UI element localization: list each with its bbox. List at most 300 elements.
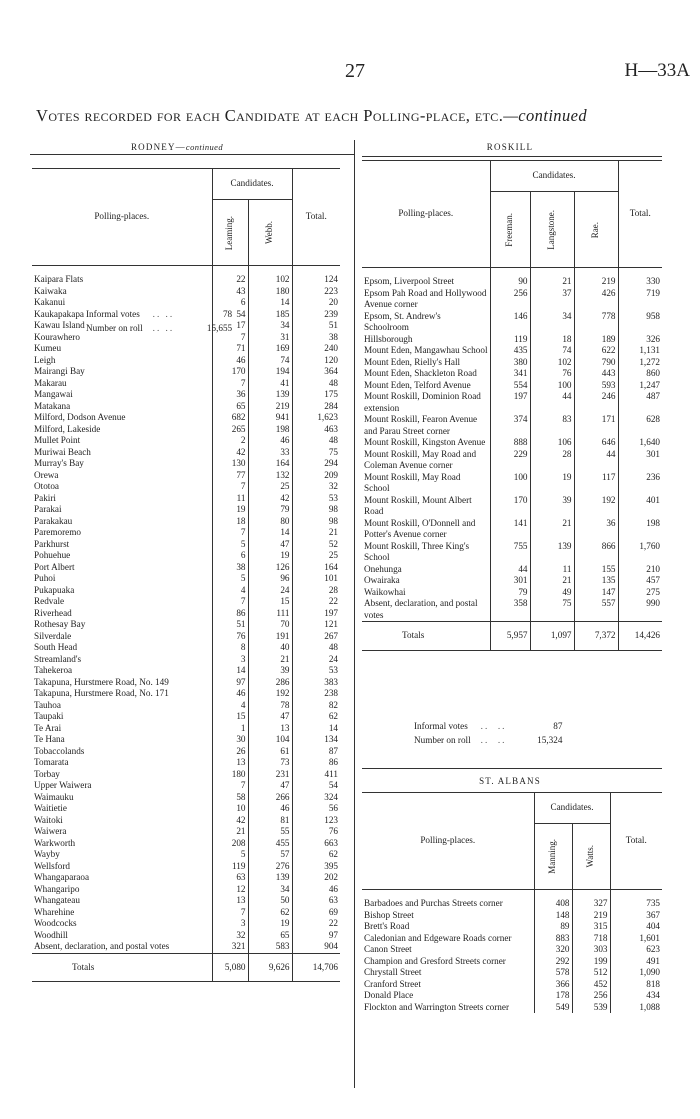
rodney-row [32,266,340,286]
roskill-table [362,160,662,651]
roskill-votes: 100 [490,472,530,495]
rodney-votes: 180 [248,286,292,298]
dot-leader: .. .. [480,721,507,731]
rodney-cand-webb: Webb. [264,221,275,245]
rodney-place: Takapuna, Hurstmere Road, No. 149 [34,676,169,687]
rodney-informal-label: Informal votes [86,309,140,319]
rodney-total: 123 [292,815,340,827]
roskill-votes: 170 [490,495,530,518]
rodney-totals-c2: 9,626 [248,953,292,982]
rodney-total: 69 [292,907,340,919]
rodney-votes: 8 [212,642,248,654]
rodney-place: Woodhill [34,929,68,940]
rodney-votes: 74 [248,355,292,367]
rodney-votes: 34 [248,320,292,332]
rodney-total: 383 [292,677,340,689]
rodney-row [32,642,340,654]
rodney-total: 82 [292,700,340,712]
stalbans-votes: 366 [534,979,572,991]
roskill-votes: 21 [530,268,574,288]
roskill-row [362,357,662,369]
rodney-votes: 132 [248,470,292,482]
stalbans-votes: 199 [572,956,610,968]
roskill-total: 487 [618,391,662,414]
stalbans-total: 623 [610,944,662,956]
rodney-votes: 42 [212,815,248,827]
rodney-row [32,401,340,413]
rodney-row [32,677,340,689]
rodney-place: Pakiri [34,492,56,503]
rodney-row [32,608,340,620]
rodney-votes: 139 [248,389,292,401]
roskill-total: 401 [618,495,662,518]
roskill-roll-label: Number on roll [414,735,471,746]
roskill-total: 860 [618,368,662,380]
rodney-place: Paremoremo [34,527,81,537]
roskill-total: 958 [618,311,662,334]
roskill-total: 1,272 [618,357,662,369]
rodney-row [32,550,340,562]
rodney-votes: 7 [212,378,248,390]
stalbans-votes: 327 [572,890,610,910]
stalbans-col-polling: Polling-places. [362,793,534,890]
roskill-votes: 79 [490,587,530,599]
stalbans-votes: 539 [572,1002,610,1014]
rodney-votes: 102 [248,266,292,286]
rodney-total: 46 [292,884,340,896]
rodney-place: Upper Waiwera [34,780,92,790]
rodney-row [32,343,340,355]
rodney-row [32,723,340,735]
roskill-totals-c1: 5,957 [490,622,530,651]
rodney-place: Torbay [34,768,60,779]
roskill-votes: 256 [490,288,530,311]
roskill-votes: 39 [530,495,574,518]
rodney-place: Kaiwaka [34,285,67,296]
rodney-place: Whangaparaoa [34,872,90,882]
rodney-place: Kawau Island [34,320,85,330]
roskill-votes: 358 [490,598,530,622]
roskill-row [362,575,662,587]
rodney-place: Waimauku [34,791,74,802]
rodney-votes: 194 [248,366,292,378]
roskill-place: Owairaka [364,575,400,585]
roskill-votes: 18 [530,334,574,346]
rodney-votes: 46 [248,803,292,815]
rodney-place: South Head [34,642,78,652]
rodney-total: 22 [292,918,340,930]
rodney-total: 1,623 [292,412,340,424]
rodney-votes: 26 [212,746,248,758]
roskill-row [362,541,662,564]
stalbans-total: 404 [610,921,662,933]
roskill-cand-freeman: Freeman. [504,212,515,247]
rodney-row [32,596,340,608]
rodney-total: 63 [292,895,340,907]
rodney-votes: 164 [248,458,292,470]
roskill-total: 1,640 [618,437,662,449]
roskill-col-total: Total. [618,161,662,268]
rodney-votes: 7 [212,527,248,539]
page-title [36,106,587,126]
roskill-votes: 197 [490,391,530,414]
rodney-votes: 4 [212,585,248,597]
rodney-place: Wellsford [34,860,70,871]
rodney-votes: 276 [248,861,292,873]
stalbans-votes: 408 [534,890,572,910]
roskill-row [362,587,662,599]
rodney-votes: 10 [212,803,248,815]
rodney-row [32,930,340,942]
roskill-votes: 75 [530,598,574,622]
rodney-votes: 6 [212,550,248,562]
stalbans-col-candidates: Candidates. [534,793,610,824]
roskill-row [362,449,662,472]
rodney-total: 463 [292,424,340,436]
rodney-row [32,585,340,597]
roskill-votes: 44 [530,391,574,414]
rodney-row [32,700,340,712]
rodney-place: Pohuehue [34,550,71,560]
rodney-total: 28 [292,585,340,597]
roskill-top-rule [362,156,662,157]
rodney-votes: 73 [248,757,292,769]
roskill-place: Mount Roskill, Dominion Road extension [364,391,481,413]
roskill-votes: 554 [490,380,530,392]
rodney-row [32,746,340,758]
rodney-total: 24 [292,654,340,666]
rodney-place: Taupaki [34,711,64,721]
rodney-row [32,895,340,907]
roskill-row [362,598,662,622]
roskill-votes: 622 [574,345,618,357]
roskill-place: Mount Eden, Mangawhau School [364,345,488,355]
roskill-cand-rae: Rae. [590,221,601,238]
roskill-votes: 21 [530,518,574,541]
rodney-votes: 46 [212,355,248,367]
roskill-total: 198 [618,518,662,541]
rodney-place: Kakanui [34,297,66,307]
rodney-votes: 38 [212,562,248,574]
rodney-footer [80,306,238,337]
roskill-votes: 76 [530,368,574,380]
rodney-total: 101 [292,573,340,585]
rodney-row [32,734,340,746]
rodney-total: 98 [292,504,340,516]
roskill-votes: 426 [574,288,618,311]
rodney-place: Takapuna, Hurstmere Road, No. 171 [34,688,169,698]
rodney-roll-value: 15,655 [206,323,233,334]
rodney-votes: 65 [248,930,292,942]
rodney-total: 86 [292,757,340,769]
roskill-totals-label: Totals [362,622,490,651]
rodney-row [32,918,340,930]
roskill-votes: 341 [490,368,530,380]
rodney-place: Tahekeroa [34,665,73,675]
stalbans-votes: 292 [534,956,572,968]
rodney-votes: 15 [248,596,292,608]
stalbans-votes: 148 [534,910,572,922]
stalbans-votes: 178 [534,990,572,1002]
rodney-total: 239 [292,309,340,321]
roskill-place: Absent, declaration, and postal votes [364,598,478,620]
rodney-place: Waiwera [34,826,67,836]
roskill-votes: 106 [530,437,574,449]
roskill-votes: 11 [530,564,574,576]
roskill-votes: 778 [574,311,618,334]
roskill-row [362,368,662,380]
rodney-votes: 5 [212,573,248,585]
rodney-votes: 15 [212,711,248,723]
roskill-votes: 171 [574,414,618,437]
rodney-place: Wayby [34,849,60,859]
rodney-heading [0,142,354,152]
rodney-votes: 97 [212,677,248,689]
rodney-row [32,447,340,459]
rodney-row [32,412,340,424]
rodney-total: 48 [292,435,340,447]
rodney-heading-label: RODNEY— [130,142,186,152]
report-code: H—33A [624,60,690,81]
rodney-votes: 7 [212,780,248,792]
rodney-votes: 17 [212,320,248,332]
rodney-votes: 81 [248,815,292,827]
roskill-votes: 380 [490,357,530,369]
rodney-total: 75 [292,447,340,459]
rodney-votes: 111 [248,608,292,620]
rodney-place: Riverhead [34,607,72,618]
rodney-votes: 46 [212,688,248,700]
rodney-total: 324 [292,792,340,804]
rodney-row [32,573,340,585]
rodney-votes: 41 [248,378,292,390]
rodney-row [32,769,340,781]
rodney-total: 223 [292,286,340,298]
rodney-total: 76 [292,826,340,838]
stalbans-table [362,792,662,1013]
stalbans-row [362,910,662,922]
stalbans-votes: 303 [572,944,610,956]
stalbans-votes: 89 [534,921,572,933]
rodney-total: 197 [292,608,340,620]
rodney-votes: 682 [212,412,248,424]
rodney-row [32,435,340,447]
rodney-row [32,941,340,953]
rodney-cand-leaming: Leaming. [224,215,235,250]
rodney-votes: 266 [248,792,292,804]
roskill-cand-langstone: Langstone. [546,209,557,250]
roskill-place: Mount Eden, Telford Avenue [364,379,471,390]
rodney-row [32,792,340,804]
rodney-row [32,815,340,827]
rodney-votes: 77 [212,470,248,482]
dot-leader: .. .. [152,323,175,334]
roskill-place: Mount Eden, Shackleton Road [364,368,477,378]
roskill-total: 275 [618,587,662,599]
stalbans-total: 434 [610,990,662,1002]
stalbans-votes: 320 [534,944,572,956]
rodney-place: Mangawai [34,389,73,399]
rodney-total: 97 [292,930,340,942]
rodney-place: Kaipara Flats [34,274,84,284]
roskill-place: Mount Roskill, Mount Albert Road [364,494,472,516]
rodney-votes: 71 [212,343,248,355]
roskill-votes: 44 [574,449,618,472]
rodney-total: 56 [292,803,340,815]
roskill-votes: 192 [574,495,618,518]
rodney-total: 663 [292,838,340,850]
rodney-total: 87 [292,746,340,758]
rodney-col-candidates: Candidates. [212,169,292,200]
rodney-row [32,861,340,873]
roskill-informal-label: Informal votes [414,721,468,731]
stalbans-total: 818 [610,979,662,991]
rodney-place: Mairangi Bay [34,366,85,376]
rodney-row [32,389,340,401]
rodney-total: 175 [292,389,340,401]
rodney-top-rule [30,154,354,155]
stalbans-total: 367 [610,910,662,922]
stalbans-row [362,921,662,933]
stalbans-place: Champion and Gresford Streets corner [364,955,506,966]
rodney-votes: 50 [248,895,292,907]
roskill-votes: 19 [530,472,574,495]
rodney-place: Mullet Point [34,435,81,445]
roskill-votes: 301 [490,575,530,587]
rodney-row [32,654,340,666]
roskill-votes: 146 [490,311,530,334]
rodney-votes: 139 [248,872,292,884]
stalbans-place: Canon Street [364,944,412,954]
rodney-place: Pukapuaka [34,584,75,595]
roskill-votes: 49 [530,587,574,599]
rodney-votes: 191 [248,631,292,643]
rodney-votes: 47 [248,539,292,551]
rodney-row [32,481,340,493]
rodney-votes: 14 [248,297,292,309]
rodney-votes: 180 [212,769,248,781]
roskill-roll-value: 15,324 [537,735,563,746]
rodney-votes: 104 [248,734,292,746]
roskill-votes: 119 [490,334,530,346]
rodney-votes: 62 [248,907,292,919]
rodney-votes: 21 [248,654,292,666]
stalbans-votes: 452 [572,979,610,991]
rodney-votes: 34 [248,884,292,896]
title-continued: —continued [503,106,587,125]
rodney-heading-cont: continued [185,142,224,152]
rodney-row [32,504,340,516]
stalbans-place: Barbadoes and Purchas Streets corner [364,898,503,908]
rodney-row [32,872,340,884]
roskill-place: Mount Roskill, O'Donnell and Potter's Avenue corner [364,517,476,539]
rodney-place: Redvale [34,596,65,606]
dot-leader: .. .. [152,309,175,319]
rodney-place: Absent, declaration, and postal votes [34,941,170,951]
stalbans-row [362,890,662,910]
stalbans-votes: 578 [534,967,572,979]
rodney-votes: 185 [248,309,292,321]
rodney-votes: 13 [212,757,248,769]
stalbans-row [362,956,662,968]
rodney-place: Matakana [34,400,71,411]
roskill-votes: 34 [530,311,574,334]
rodney-votes: 42 [248,493,292,505]
rodney-votes: 19 [248,550,292,562]
roskill-votes: 117 [574,472,618,495]
roskill-votes: 90 [490,268,530,288]
rodney-votes: 80 [248,516,292,528]
rodney-votes: 321 [212,941,248,953]
roskill-row [362,518,662,541]
roskill-place: Epsom, St. Andrew's Schoolroom [364,310,441,332]
roskill-votes: 888 [490,437,530,449]
roskill-votes: 189 [574,334,618,346]
roskill-votes: 141 [490,518,530,541]
stalbans-place: Caledonian and Edgeware Roads corner [364,932,512,943]
rodney-votes: 47 [248,711,292,723]
rodney-votes: 76 [212,631,248,643]
rodney-total: 411 [292,769,340,781]
roskill-votes: 37 [530,288,574,311]
roskill-place: Onehunga [364,563,402,574]
roskill-total: 330 [618,268,662,288]
rodney-total: 62 [292,849,340,861]
rodney-place: Ototoa [34,481,60,491]
rodney-votes: 169 [248,343,292,355]
roskill-votes: 44 [490,564,530,576]
rodney-place: Parkhurst [34,538,70,549]
rodney-place: Te Hana [34,734,65,744]
rodney-row [32,493,340,505]
rodney-row [32,711,340,723]
roskill-place: Waikowhai [364,586,406,597]
rodney-row [32,619,340,631]
roskill-votes: 229 [490,449,530,472]
rodney-votes: 208 [212,838,248,850]
stalbans-col-total: Total. [610,793,662,890]
rodney-votes: 18 [212,516,248,528]
rodney-totals-total: 14,706 [292,953,340,982]
column-divider [354,140,355,1088]
rodney-votes: 65 [212,401,248,413]
rodney-votes: 286 [248,677,292,689]
stalbans-votes: 549 [534,1002,572,1014]
roskill-totals-c2: 1,097 [530,622,574,651]
rodney-total: 120 [292,355,340,367]
rodney-place: Kumeu [34,343,62,353]
rodney-row [32,631,340,643]
rodney-votes: 47 [248,780,292,792]
rodney-total: 284 [292,401,340,413]
rodney-votes: 22 [212,266,248,286]
rodney-place: Murray's Bay [34,458,84,468]
rodney-total: 209 [292,470,340,482]
rodney-place: Makarau [34,377,67,388]
stalbans-row [362,990,662,1002]
stalbans-heading: ST. ALBANS [479,776,541,786]
stalbans-votes: 512 [572,967,610,979]
roskill-row [362,391,662,414]
rodney-votes: 33 [248,447,292,459]
rodney-votes: 31 [248,332,292,344]
roskill-place: Mount Roskill, Three King's School [364,540,470,562]
rodney-votes: 265 [212,424,248,436]
rodney-place: Silverdale [34,630,72,641]
roskill-votes: 443 [574,368,618,380]
rodney-row [32,366,340,378]
rodney-total: 364 [292,366,340,378]
